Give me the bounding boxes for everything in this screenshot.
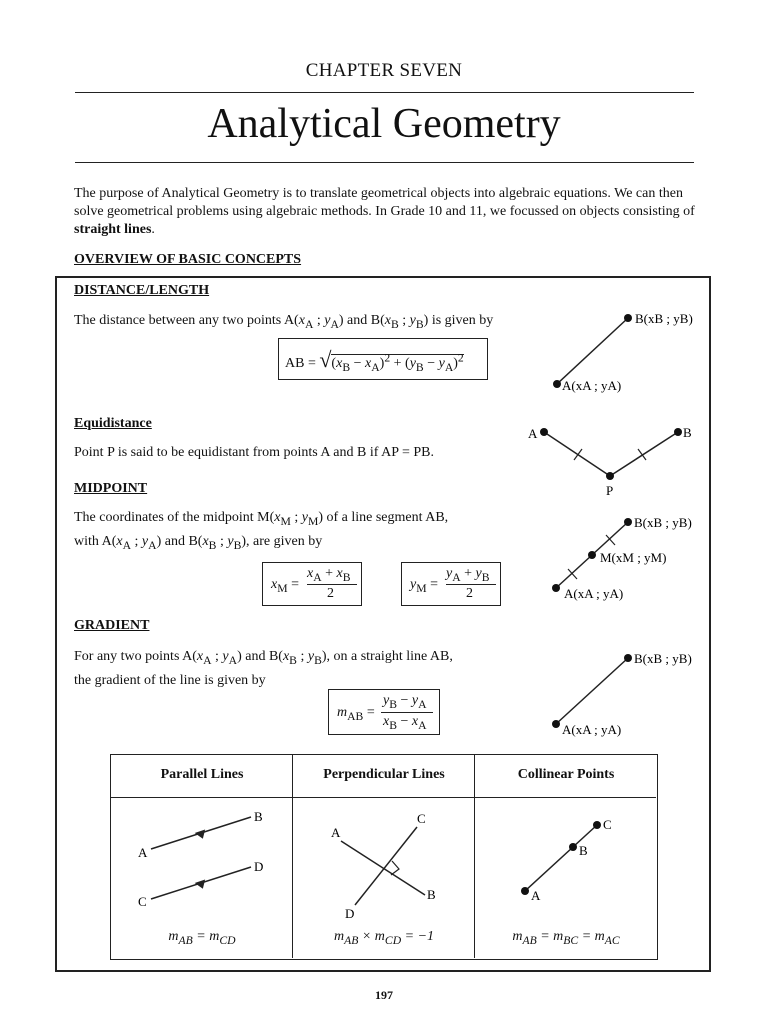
midpoint-text: The coordinates of the midpoint $M(x_M$ ; $y_M$) of a line segment AB, with $A(x_A$ ; $y_A$) and $B(x_B$ ; $y_B$), are given by — [74, 510, 449, 552]
label-a: A — [331, 825, 341, 840]
midpoint-diagram — [540, 506, 710, 608]
distance-diagram — [540, 300, 710, 400]
label-b: B(xB ; yB) — [635, 311, 693, 326]
distance-text: The distance between any two points $A(x_A$ ; $y_A$) and $B(x_B$ ; $y_B$) is given by — [74, 313, 494, 331]
equidistance-heading: Equidistance — [74, 416, 152, 431]
label-a: A(xA ; yA) — [562, 722, 622, 737]
distance-heading: DISTANCE/LENGTH — [74, 283, 210, 298]
label-c: C — [417, 811, 426, 826]
equation-perpendicular: $m_{AB} \times m_{CD} = -1$ — [333, 929, 435, 947]
label-b: B — [579, 843, 588, 858]
equidistance-diagram — [520, 418, 700, 500]
gradient-text: For any two points $A(x_A$ ; $y_A$) and $B(x_B$ ; $y_B$), on a straight line AB, the gradient of the line is given by — [74, 649, 453, 688]
label-b: B(xB ; yB) — [634, 651, 692, 666]
label-b: B — [254, 809, 263, 824]
label-d: D — [254, 859, 264, 874]
midpoint-heading: MIDPOINT — [74, 481, 148, 496]
perpendicular-diagram — [293, 799, 473, 919]
label-d: D — [345, 906, 355, 919]
page-number: 197 — [375, 988, 393, 1002]
page-title: Analytical Geometry — [207, 101, 561, 147]
equidistance-text: Point P is said to be equidistant from points A and B if AP = PB. — [74, 445, 434, 460]
header-divider — [111, 797, 656, 798]
label-p: P — [606, 483, 614, 498]
midpoint-formula-x: $x_M$ = $x_A + x_B$ 2 — [262, 562, 362, 606]
header-collinear: Collinear Points — [517, 767, 615, 782]
intro-paragraph — [74, 185, 698, 239]
label-b: B(xB ; yB) — [634, 515, 692, 530]
equation-parallel: $m_{AB} = m_{CD}$ — [168, 929, 236, 947]
label-a: A(xA ; yA) — [562, 378, 622, 393]
label-a: A — [531, 888, 541, 903]
parallel-diagram — [111, 799, 291, 909]
point-b — [624, 314, 632, 322]
equation-collinear: $m_{AB} = m_{BC} = m_{AC}$ — [512, 929, 620, 947]
header-perpendicular: Perpendicular Lines — [323, 767, 445, 782]
label-b: B — [683, 425, 692, 440]
midpoint-formula-y: $y_M$ = $y_A + y_B$ 2 — [401, 562, 501, 606]
title-rule — [75, 162, 694, 163]
collinear-diagram — [475, 799, 655, 909]
comparison-table — [110, 754, 658, 960]
gradient-diagram — [540, 640, 710, 740]
overview-heading: OVERVIEW OF BASIC CONCEPTS — [74, 252, 302, 267]
intro-end: . — [151, 222, 155, 237]
gradient-heading: GRADIENT — [74, 618, 150, 633]
intro-text: The purpose of Analytical Geometry is to translate geometrical objects into algebraic equations. We can then solve geometrical problems using algebraic methods. In Grade 10 and 11, we focussed on objects consisting of — [74, 186, 695, 219]
distance-formula: AB = $√(x_B - x_A)^2 + (y_B - y_A)^2$ — [278, 338, 488, 380]
header-parallel: Parallel Lines — [160, 767, 244, 782]
label-a: A(xA ; yA) — [564, 586, 624, 601]
label-a: A — [138, 845, 148, 860]
label-a: A — [528, 426, 538, 441]
gradient-formula: $m_{AB}$ = $y_B - y_A$ $x_B - x_A$ — [328, 689, 440, 735]
chapter-label: CHAPTER SEVEN — [305, 60, 463, 81]
label-c: C — [138, 894, 147, 909]
point-a — [553, 380, 561, 388]
intro-bold: straight lines — [74, 222, 152, 237]
label-c: C — [603, 817, 612, 832]
top-rule — [75, 92, 694, 93]
label-m: M(xM ; yM) — [600, 550, 667, 565]
label-b: B — [427, 887, 436, 902]
